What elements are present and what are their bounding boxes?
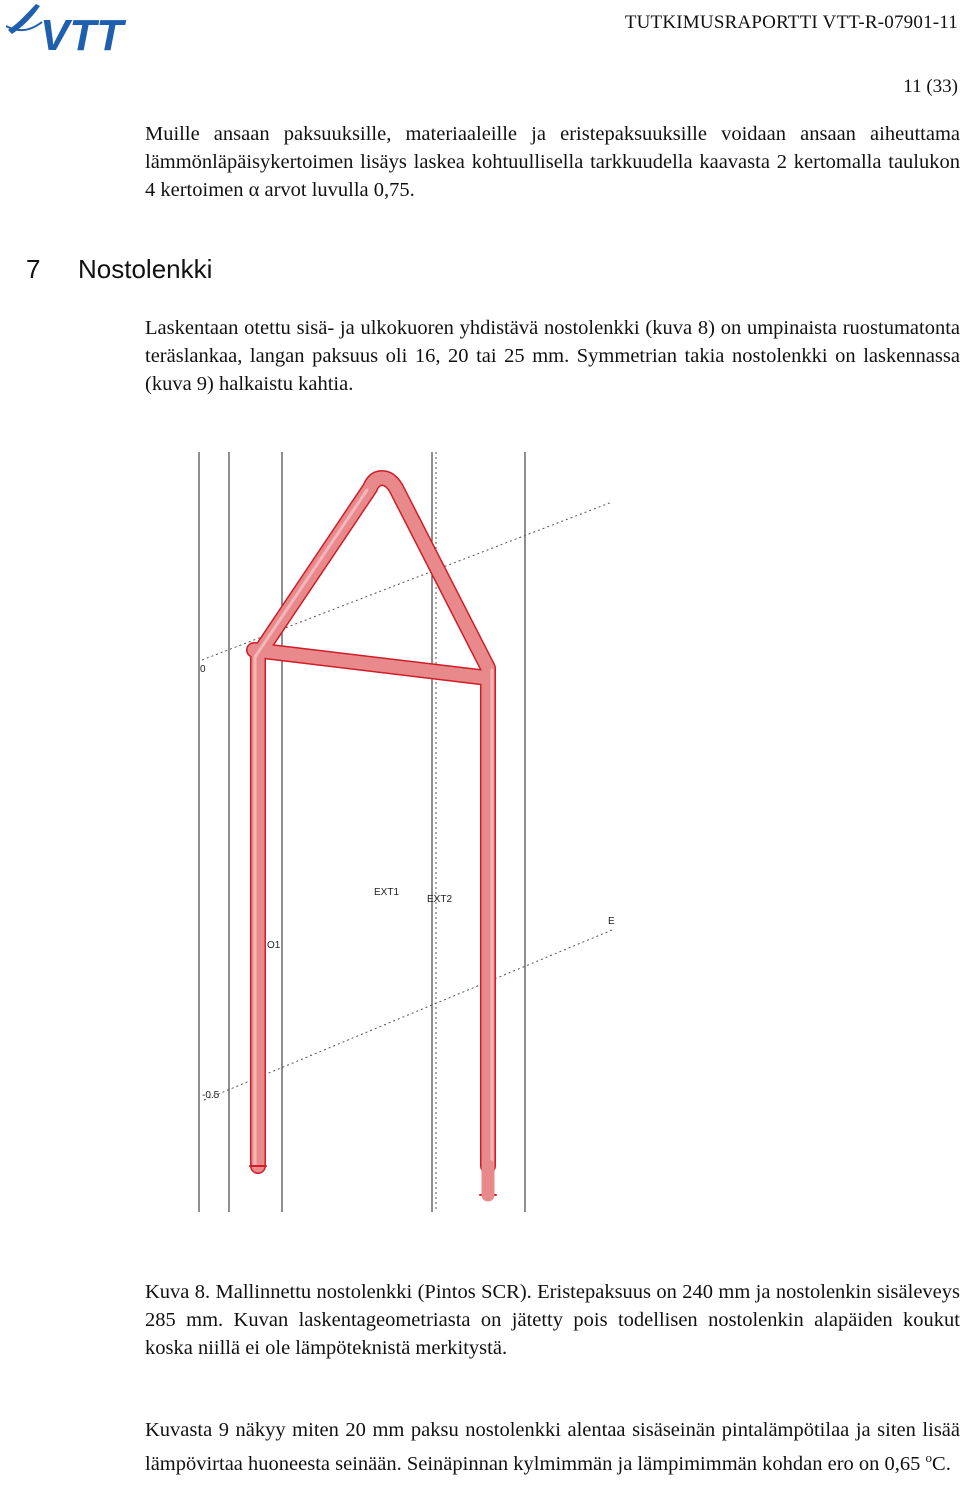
report-id: TUTKIMUSRAPORTTI VTT-R-07901-11: [624, 12, 958, 33]
label-o1: O1: [267, 940, 281, 951]
paragraph-intro: Muille ansaan paksuuksille, materiaaleille ja eristepaksuuksille voidaan ansaan aiheuttama lämmönläpäisykertoimen lisäys laskea kohtuullisella tarkkuudella kaavasta 2 kertomalla taulukon 4 kertoimen α arvot luvulla 0,75.: [145, 123, 960, 201]
section-number: 7: [26, 254, 41, 284]
axis-label-zero: 0: [200, 664, 206, 675]
figure-caption: Kuva 8. Mallinnettu nostolenkki (Pintos SCR). Eristepaksuus on 240 mm ja nostolenkin sisäleveys 285 mm. Kuvan laskentageometriasta on jätetty pois todellisen nostolenkin alapäiden koukut koska niillä ei ole lämpöteknistä merkitystä.: [145, 1281, 960, 1359]
section-title: Nostolenkki: [78, 254, 213, 284]
paragraph-kuva9: [145, 1416, 960, 1478]
temperature-unit: C.: [932, 1452, 951, 1475]
section-heading: [26, 254, 212, 285]
degree-sign: o: [925, 1450, 933, 1465]
wall-lines: [199, 452, 525, 1212]
label-ext2: EXT2: [427, 894, 453, 905]
paragraph-nostolenkki: Laskentaan otettu sisä- ja ulkokuoren yhdistävä nostolenkki (kuva 8) on umpinaista ruostumatonta teräslankaa, langan paksuus oli 16, 20 tai 25 mm. Symmetrian takia nostolenkki on laskennassa (kuva 9) halkaistu kahtia.: [145, 317, 960, 395]
label-e: E: [608, 916, 615, 927]
vtt-logo: [6, 0, 166, 56]
page-number: 11 (33): [903, 76, 958, 97]
logo-text: VTT: [40, 11, 124, 56]
lifting-loop-figure: [192, 450, 622, 1215]
rod: [250, 478, 496, 1195]
label-ext1: EXT1: [374, 887, 400, 898]
rod-crossbar: [254, 650, 488, 678]
paragraph-kuva9-text: Kuvasta 9 näkyy miten 20 mm paksu nostolenkki alentaa sisäseinän pintalämpötilaa ja siten lisää lämpövirtaa huoneesta seinään. Seinäpinnan kylmimmän ja lämpimimmän kohdan ero on 0,65: [145, 1419, 960, 1475]
axis-label-minus-half: -0.5: [202, 1090, 220, 1101]
